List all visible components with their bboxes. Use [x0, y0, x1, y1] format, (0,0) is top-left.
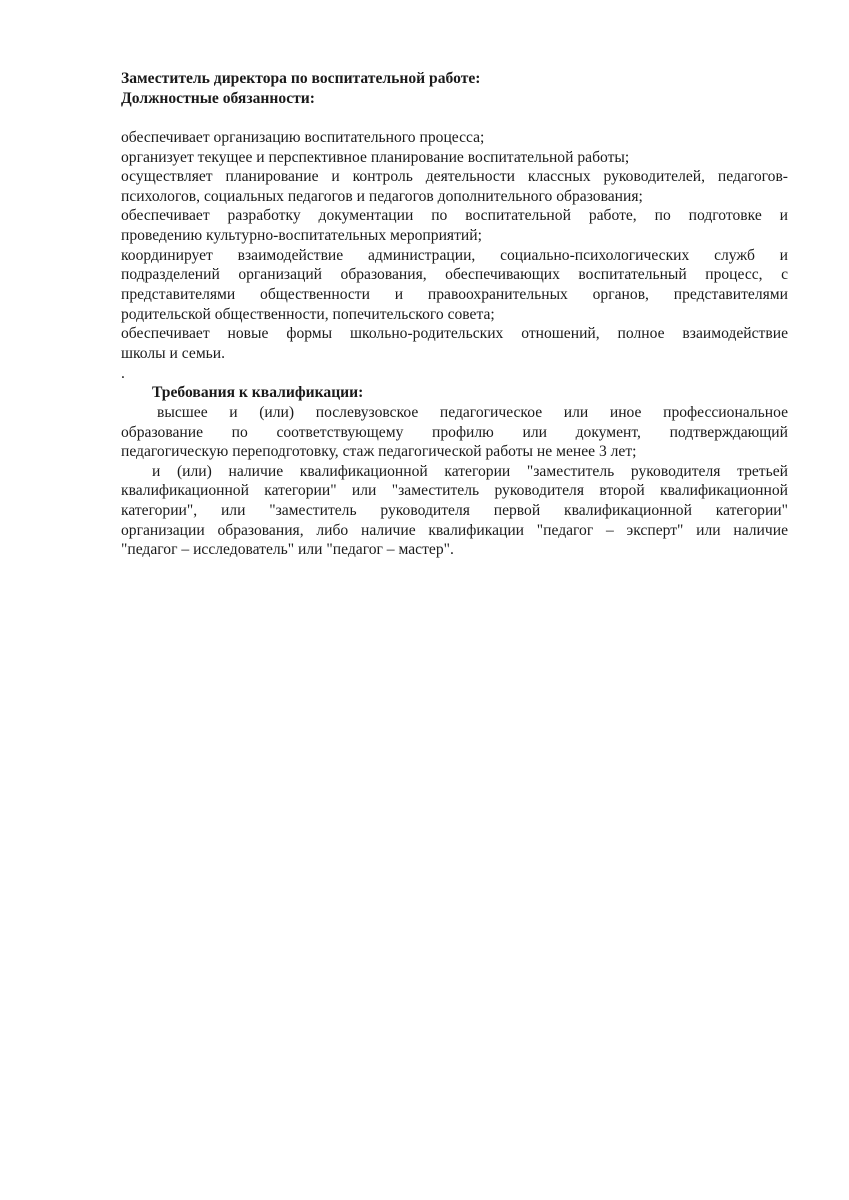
paragraph [121, 324, 788, 363]
text-line: психологов, социальных педагогов и педагогов дополнительного образования; [121, 187, 643, 205]
text-line: координирует взаимодействие администрации, социально-психологических служб и [121, 246, 788, 264]
text-line: обеспечивает организацию воспитательного процесса; [121, 128, 485, 146]
text-line: категории", или "заместитель руководителя первой квалификационной категории" [121, 502, 788, 520]
text-line: обеспечивает новые формы школьно-родительских отношений, полное взаимодействие [121, 325, 788, 343]
paragraph [121, 462, 788, 560]
paragraph [121, 246, 788, 325]
document-page [121, 69, 788, 560]
text-line: педагогическую переподготовку, стаж педагогической работы не менее 3 лет; [121, 443, 637, 461]
text-line: обеспечивает разработку документации по воспитательной работе, по подготовке и [121, 207, 788, 225]
text-line: подразделений организаций образования, обеспечивающих воспитательный процесс, с [121, 266, 788, 284]
paragraph [121, 148, 788, 168]
text-line: квалификационной категории" или "заместитель руководителя второй квалификационной [121, 482, 788, 500]
text-line: осуществляет планирование и контроль деятельности классных руководителей, педагогов- [121, 168, 788, 186]
text-line: и (или) наличие квалификационной категории "заместитель руководителя третьей [152, 462, 788, 480]
paragraph [121, 403, 788, 462]
paragraph [121, 167, 788, 206]
text-line: школы и семьи. [121, 344, 226, 362]
paragraph [121, 128, 788, 148]
section-heading-duties: Должностные обязанности: [121, 89, 315, 107]
text-line: организует текущее и перспективное планирование воспитательной работы; [121, 148, 630, 166]
section-heading-requirements: Требования к квалификации: [152, 384, 364, 402]
document-title: Заместитель директора по воспитательной работе: [121, 70, 481, 87]
text-line: образование по соответствующему профилю или документ, подтверждающий [121, 423, 788, 441]
text-line: проведению культурно-воспитательных мероприятий; [121, 227, 482, 245]
text-line: организации образования, либо наличие квалификации "педагог – эксперт" или наличие [121, 521, 788, 539]
separator-dot: . [121, 364, 125, 382]
text-line: представителями общественности и правоохранительных органов, представителями [121, 286, 788, 304]
text-line: родительской общественности, попечительского совета; [121, 305, 495, 323]
requirements-list [121, 403, 788, 560]
paragraph [121, 206, 788, 245]
text-line: высшее и (или) послевузовское педагогическое или иное профессиональное [157, 403, 788, 421]
blank-line [121, 108, 788, 128]
duties-list [121, 128, 788, 364]
text-line: "педагог – исследователь" или "педагог – мастер". [121, 541, 454, 559]
